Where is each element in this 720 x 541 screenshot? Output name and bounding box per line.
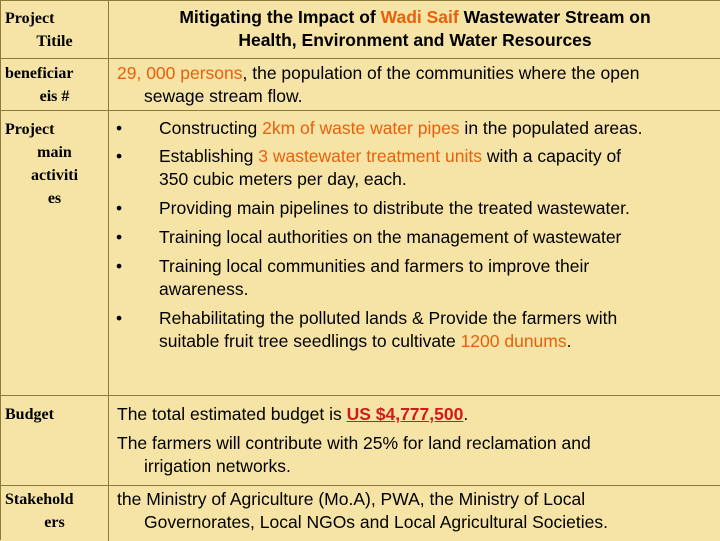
budget-line-3: irrigation networks. [144, 456, 291, 476]
activity-3: Providing main pipelines to distribute the treated wastewater. [159, 198, 630, 218]
budget-line-1: The total estimated budget is US $4,777,500. [117, 404, 469, 424]
bullet-3: • [116, 198, 123, 218]
label-budget: Budget [1, 396, 109, 485]
title-line-1: Mitigating the Impact of Wadi Saif Wastewater Stream on [179, 7, 651, 27]
row-project-title [1, 1, 720, 59]
activity-5-cont: awareness. [159, 279, 249, 299]
label-main-activities: Project main activiti es [1, 111, 109, 395]
title-line-2: Health, Environment and Water Resources [238, 30, 592, 50]
activity-4: Training local authorities on the management of wastewater [159, 227, 622, 247]
activity-2-cont: 350 cubic meters per day, each. [159, 169, 407, 189]
beneficiaries-line-2: sewage stream flow. [144, 86, 303, 106]
activity-6-cont: suitable fruit tree seedlings to cultivate 1200 dunums. [159, 331, 572, 351]
bullet-1: • [116, 118, 123, 138]
budget-line-2: The farmers will contribute with 25% for land reclamation and [117, 433, 591, 453]
bullet-5: • [116, 256, 123, 276]
row-beneficiaries [1, 59, 720, 111]
bullet-6: • [116, 308, 123, 328]
stakeholders-line-1: the Ministry of Agriculture (Mo.A), PWA, the Ministry of Local [117, 489, 586, 509]
label-stakeholders: Stakehold ers [1, 486, 109, 541]
cell-beneficiaries [109, 59, 720, 110]
row-main-activities [1, 111, 720, 396]
cell-stakeholders [109, 486, 720, 541]
bullet-4: • [116, 227, 123, 247]
budget-amount: US $4,777,500 [346, 404, 464, 424]
stakeholders-line-2: Governorates, Local NGOs and Local Agricultural Societies. [144, 512, 608, 532]
activity-6: Rehabilitating the polluted lands & Provide the farmers with [159, 308, 618, 328]
activity-2: Establishing 3 wastewater treatment units with a capacity of [159, 146, 622, 166]
label-project-title: Project Titile [1, 1, 109, 58]
row-budget [1, 396, 720, 486]
activity-1: Constructing 2km of waste water pipes in the populated areas. [159, 118, 643, 138]
bullet-2: • [116, 146, 123, 166]
cell-budget [109, 396, 720, 485]
beneficiaries-line-1: 29, 000 persons, the population of the communities where the open [117, 63, 640, 83]
activity-5: Training local communities and farmers to improve their [159, 256, 590, 276]
cell-project-title [109, 1, 720, 58]
cell-main-activities [109, 111, 720, 395]
label-beneficiaries: beneficiar eis # [1, 59, 109, 110]
row-stakeholders [1, 486, 720, 541]
